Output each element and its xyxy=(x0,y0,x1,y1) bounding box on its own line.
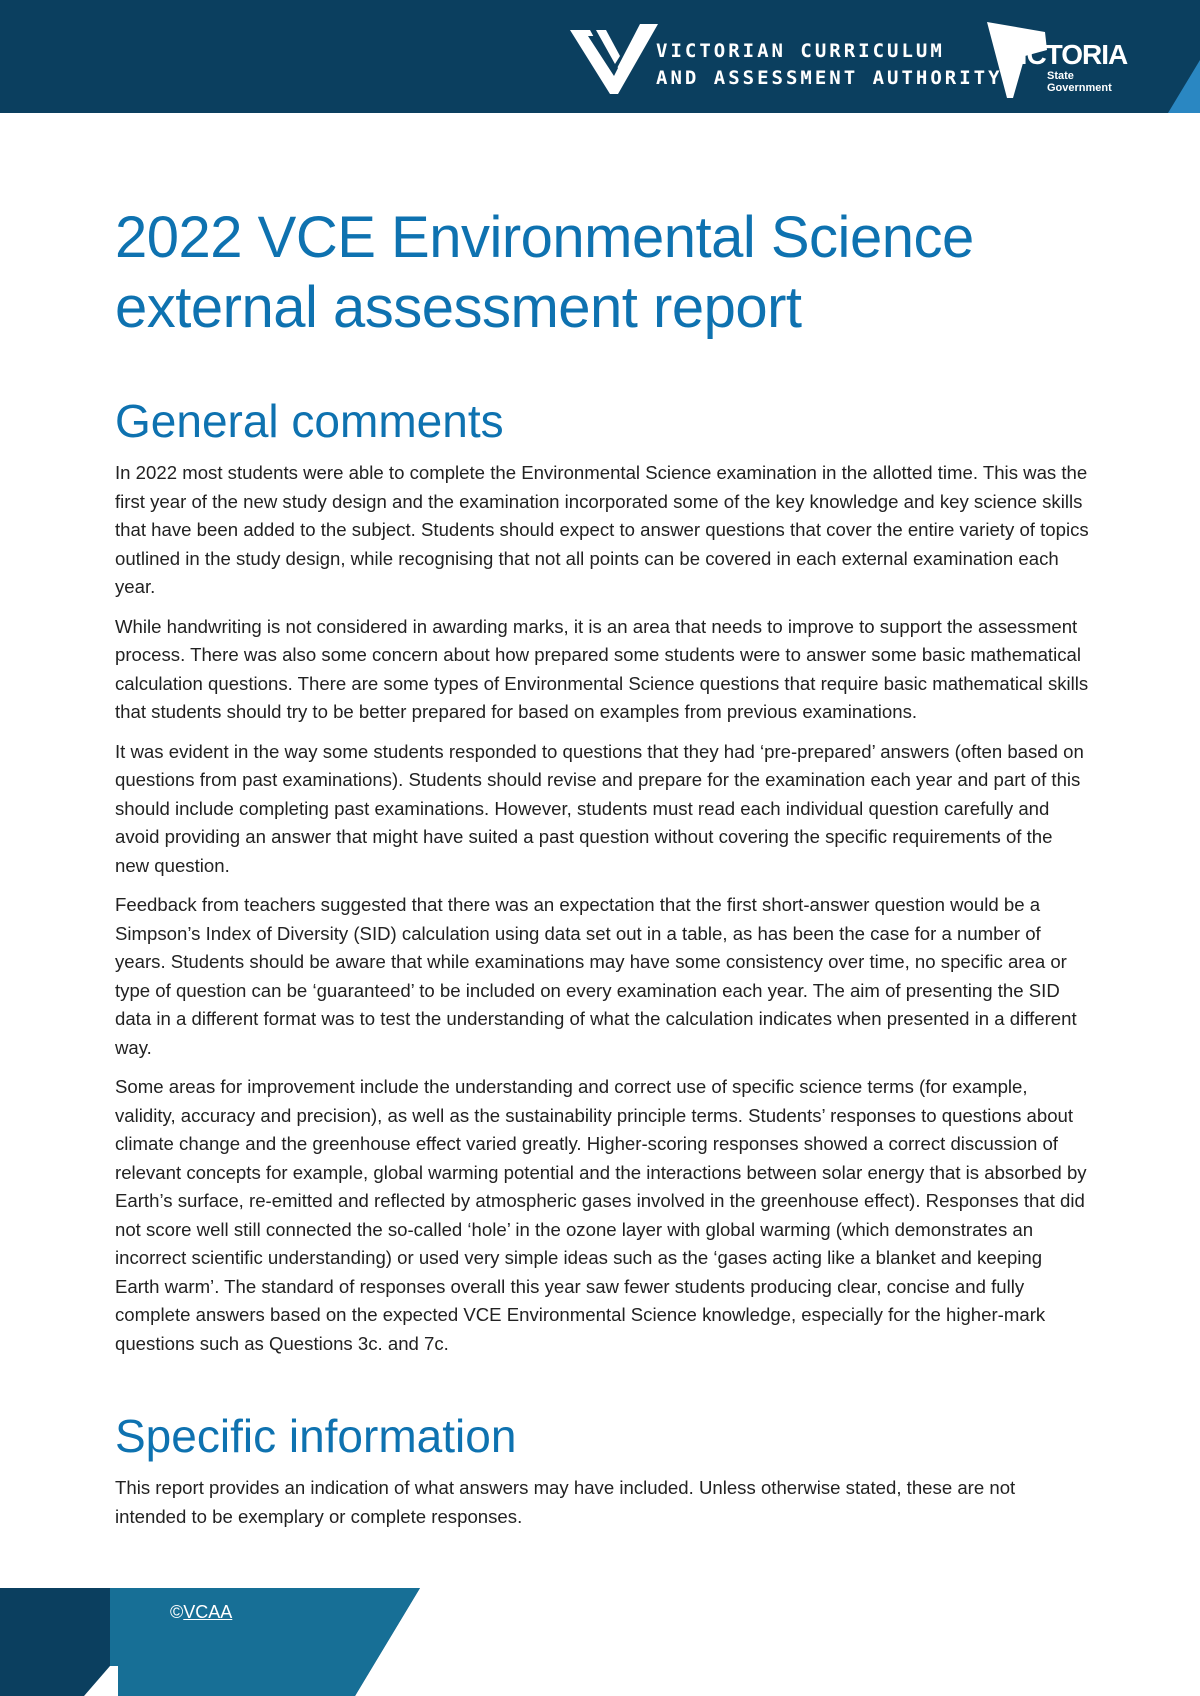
vcaa-wordmark xyxy=(656,38,1003,92)
general-paragraph-3: It was evident in the way some students responded to questions that they had ‘pre-prepared’ answers (often based on questions from past examinations). Students should revise and prepare for the examination each year and part of this should include completing past examinations. However, students must read each individual question carefully and avoid providing an answer that might have suited a past question without covering the specific requirements of the new question. xyxy=(115,740,1084,876)
page-header xyxy=(0,0,1200,113)
victoria-sub-line1: State xyxy=(1047,70,1074,82)
general-paragraph-5: Some areas for improvement include the understanding and correct use of specific science terms (for example, validity, accuracy and precision), as well as the sustainability principle terms. Students’ responses to questions about climate change and the greenhouse effect varied greatly. Higher-scoring responses showed a correct discussion of relevant concepts for example, global warming potential and the interactions between solar energy that is absorbed by Earth’s surface, re-emitted and reflected by atmospheric gases involved in the greenhouse effect). Responses that did not score well still connected the so-called ‘hole’ in the ozone layer with global warming (which demonstrates an incorrect scientific understanding) or used very simple ideas such as the ‘gases acting like a blanket and keeping Earth warm’. The standard of responses overall this year saw fewer students producing clear, concise and fully complete answers based on the expected VCE Environmental Science knowledge, especially for the higher-mark questions such as Questions 3c. and 7c. xyxy=(115,1076,1087,1354)
victoria-sub-line2: Government xyxy=(1047,82,1112,94)
copyright-symbol: © xyxy=(170,1602,184,1622)
general-comments-heading: General comments xyxy=(115,395,504,447)
page-title-line1: 2022 VCE Environmental Science xyxy=(115,205,974,270)
specific-information-heading: Specific information xyxy=(115,1410,517,1462)
header-corner-stripe xyxy=(1140,0,1200,113)
page-title-line2: external assessment report xyxy=(115,275,802,340)
victoria-wordmark: VICTORIA xyxy=(1002,39,1128,70)
vcaa-wordmark-line1: VICTORIAN CURRICULUM xyxy=(656,40,945,62)
general-paragraph-2: While handwriting is not considered in awarding marks, it is an area that needs to improve to support the assessment process. There was also some concern about how prepared some students were to answer some basic mathematical calculation questions. There are some types of Environmental Science questions that require basic mathematical skills that students should try to be better prepared for based on examples from previous examinations. xyxy=(115,615,1089,722)
general-paragraph-4: Feedback from teachers suggested that there was an expectation that the first short-answer question would be a Simpson’s Index of Diversity (SID) calculation using data set out in a table, as has been the case for a number of years. Students should be aware that while examinations may have some consistency over time, no specific area or type of question can be ‘guaranteed’ to be included on every examination each year. The aim of presenting the SID data in a different format was to test the understanding of what the calculation indicates when presented in a different way. xyxy=(115,894,1077,1058)
footer-copyright xyxy=(170,1602,232,1623)
vcaa-footer-link[interactable]: VCAA xyxy=(183,1602,233,1622)
specific-paragraph: This report provides an indication of what answers may have included. Unless otherwise stated, these are not intended to be exemplary or complete responses. xyxy=(115,1477,1016,1527)
vcaa-wordmark-line2: AND ASSESSMENT AUTHORITY xyxy=(656,67,1003,89)
report-content xyxy=(115,203,1090,1531)
general-paragraph-1: In 2022 most students were able to complete the Environmental Science examination in the allotted time. This was the first year of the new study design and the examination incorporated some of the key knowledge and key science skills that have been added to the subject. Students should expect to answer questions that cover the entire variety of topics outlined in the study design, while recognising that not all points can be covered in each external examination each year. xyxy=(115,462,1089,597)
page-title xyxy=(115,203,1090,343)
victoria-government-label xyxy=(1047,70,1127,94)
